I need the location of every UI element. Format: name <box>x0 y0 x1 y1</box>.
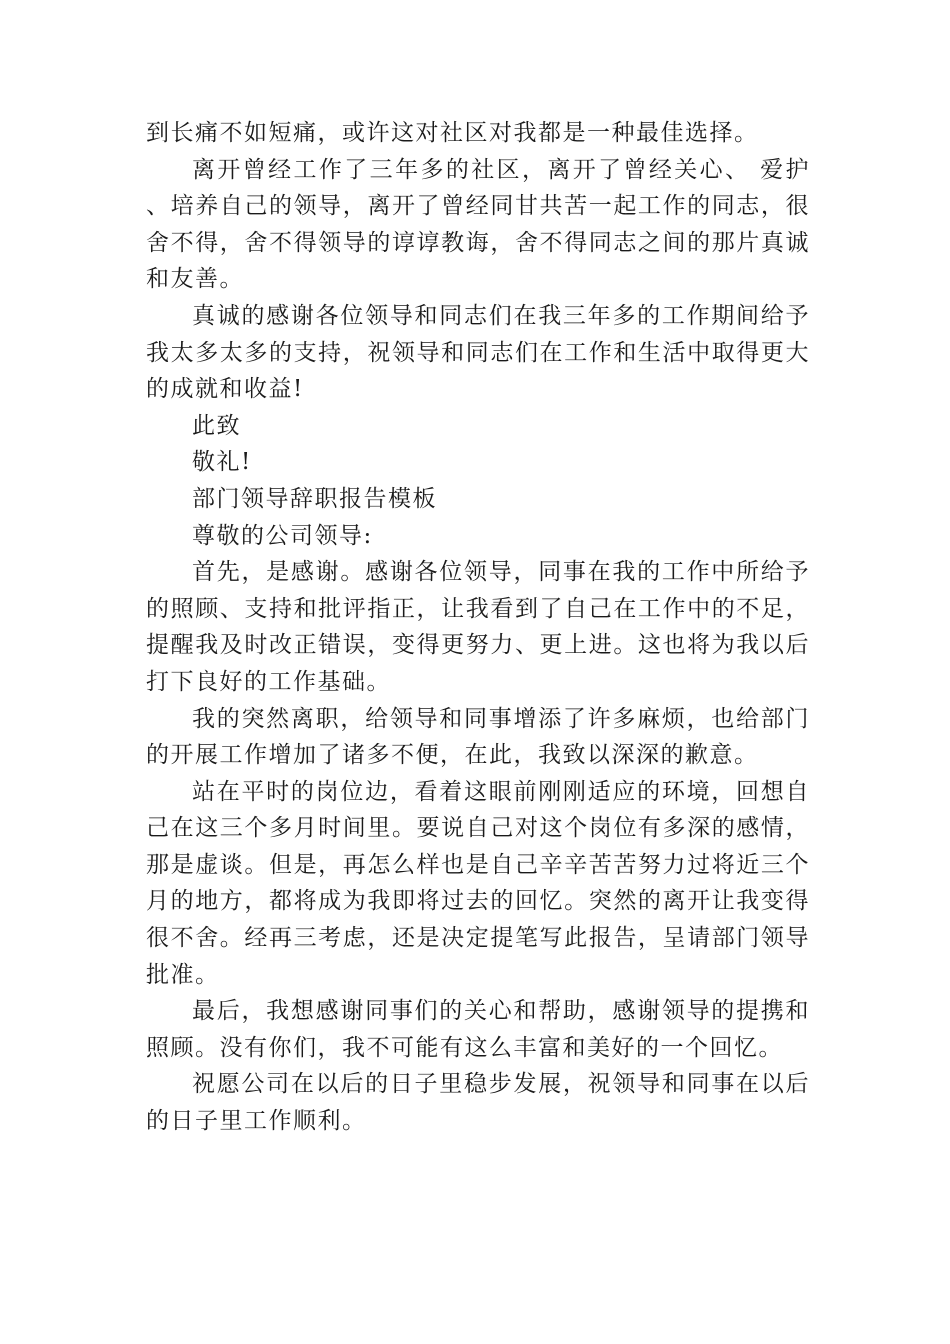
closing-regards: 敬礼! <box>192 449 252 476</box>
paragraph-gratitude: 首先，是感谢。感谢各位领导，同事在我的工作中所给予的照顾、支持和批评指正，让我看到了自己在工作中的不足，提醒我及时改正错误，变得更努力、更上进。这也将为我以后打下良好的工作基础。 <box>146 559 810 695</box>
document-body <box>146 115 819 1140</box>
paragraph-apology: 我的突然离职，给领导和同事增添了许多麻烦，也给部门的开展工作增加了诸多不便，在此，我致以深深的歉意。 <box>146 705 810 769</box>
paragraph-reflection: 站在平时的岗位边，看着这眼前刚刚适应的环境，回想自己在这三个多月时间里。要说自己对这个岗位有多深的感情，那是虚谈。但是，再怎么样也是自己辛辛苦苦努力过将近三个月的地方，都将成为我即将过去的回忆。突然的离开让我变得很不舍。经再三考虑，还是决定提笔写此报告，呈请部门领导批准。 <box>146 778 810 988</box>
paragraph-best-wishes: 祝愿公司在以后的日子里稳步发展，祝领导和同事在以后的日子里工作顺利。 <box>146 1071 810 1135</box>
paragraph-leaving-community: 离开曾经工作了三年多的社区，离开了曾经关心、 爱护 、培养自己的领导，离开了曾经同甘共苦一起工作的同志，很舍不得，舍不得领导的谆谆教诲，舍不得同志之间的那片真诚和友善。 <box>146 156 819 293</box>
closing-salutation: 此致 <box>192 412 241 439</box>
letter-greeting: 尊敬的公司领导: <box>192 522 373 549</box>
paragraph-thanks: 真诚的感谢各位领导和同志们在我三年多的工作期间给予我太多太多的支持，祝领导和同志们在工作和生活中取得更大的成就和收益! <box>146 302 810 403</box>
paragraph-final-thanks: 最后，我想感谢同事们的关心和帮助，感谢领导的提携和照顾。没有你们，我不可能有这么丰富和美好的一个回忆。 <box>146 998 810 1061</box>
paragraph-continuation: 到长痛不如短痛，或许这对社区对我都是一种最佳选择。 <box>146 120 759 146</box>
section-title: 部门领导辞职报告模板 <box>192 485 437 512</box>
